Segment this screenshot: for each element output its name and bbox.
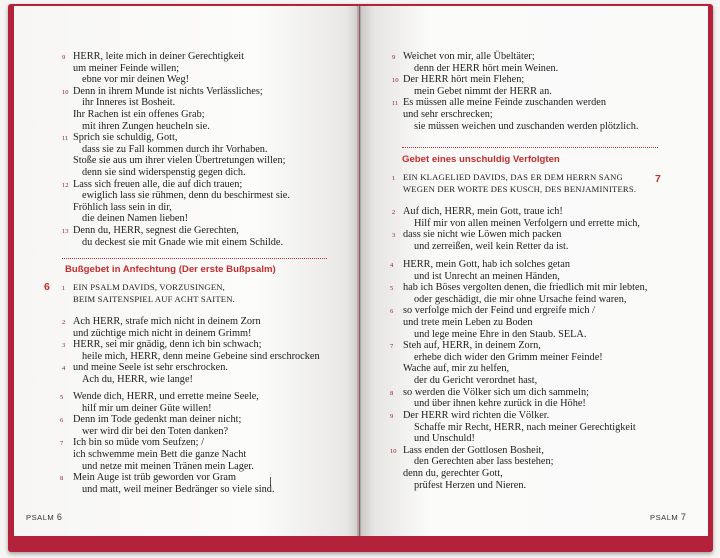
verse-number: 10 (392, 77, 399, 85)
verse-line: um meiner Feinde willen; (73, 62, 180, 74)
verse-line: du deckest sie mit Gnade wie mit einem Schilde. (82, 236, 284, 248)
verse-number: 9 (392, 54, 396, 61)
psalm-number-6: 6 (44, 281, 50, 293)
verse-number: 11 (392, 100, 399, 108)
verse-line: oder geschädigt, die mir ohne Ursache feind waren, (414, 293, 627, 305)
verse-number: 8 (60, 475, 64, 483)
verse-line: Es müssen alle meine Feinde zuschanden werden (403, 97, 607, 109)
verse-line: den Gerechten aber lass bestehen; (414, 456, 554, 468)
verse-line: Der HERR hört mein Flehen; (403, 74, 525, 86)
verse-line: dass sie nicht wie Löwen mich packen (403, 229, 562, 241)
verse-line: Lass sich freuen alle, die auf dich trauen; (73, 178, 243, 190)
verse-line: Sprich sie schuldig, Gott, (73, 132, 178, 144)
verse-line: Der HERR wird richten die Völker. (403, 410, 550, 421)
verse-line: der du Gericht verordnet hast, (414, 375, 538, 386)
verse-line: Weichet von mir, alle Übeltäter; (403, 51, 535, 62)
verse-line: Wache auf, mir zu helfen, (403, 363, 510, 375)
verse-number: 7 (60, 440, 64, 448)
verse-line: Auf dich, HERR, mein Gott, traue ich! (403, 206, 563, 217)
verse-line: ihr Inneres ist Bosheit. (82, 97, 176, 109)
verse-line: und trete mein Leben zu Boden (403, 317, 533, 328)
verse-line: ewiglich lass sie rühmen, denn du beschirmest sie. (82, 190, 290, 202)
section-heading-psalm-7: Gebet eines unschuldig Verfolgten (402, 154, 560, 165)
superscription-line: BEIM SAITENSPIEL AUF ACHT SAITEN. (73, 293, 236, 304)
verse-line: ebne vor mir deinen Weg! (82, 74, 190, 86)
section-divider-right (402, 147, 658, 148)
verse-line: hilf mir um deiner Güte willen! (82, 402, 212, 414)
verse-line: prüfest Herzen und Nieren. (414, 479, 527, 491)
verse-number: 11 (62, 135, 69, 143)
page-footer-right (650, 512, 686, 522)
verse-number: 8 (390, 389, 394, 397)
verse-line: dass sie zu Fall kommen durch ihr Vorhaben. (82, 143, 268, 155)
verse-number: 9 (390, 413, 394, 420)
verse-line: und matt, weil meiner Bedränger so viele sind. (82, 483, 275, 495)
verse-line: sie müssen weichen und zuschanden werden plötzlich. (414, 120, 639, 132)
verse-number: 2 (392, 209, 396, 216)
verse-line: mein Gebet nimmt der HERR an. (414, 85, 552, 97)
verse-line: HERR, sei mir gnädig, denn ich bin schwach; (73, 339, 262, 351)
verse-line: HERR, leite mich in deiner Gerechtigkeit (73, 51, 244, 62)
verse-line: Ach du, HERR, wie lange! (82, 374, 193, 385)
verse-number: 4 (390, 262, 394, 269)
verse-number: 1 (62, 285, 66, 292)
verse-line: heile mich, HERR, denn meine Gebeine sind erschrocken (82, 350, 320, 362)
verse-line: und ist Unrecht an meinen Händen, (414, 270, 560, 282)
verse-number: 12 (62, 181, 69, 189)
footer-label: PSALM (26, 513, 55, 522)
footer-page-number: 6 (56, 512, 63, 522)
verse-number: 3 (62, 342, 66, 350)
verse-line: Schaffe mir Recht, HERR, nach meiner Gerechtigkeit (414, 421, 636, 433)
verse-line: mit ihren Zungen heucheln sie. (82, 120, 210, 132)
verse-number: 1 (392, 175, 396, 182)
superscription-line: WEGEN DER WORTE DES KUSCH, DES BENJAMINITERS. (403, 183, 637, 194)
verse-line: Ich bin so müde vom Seufzen; / (73, 437, 204, 449)
verse-line: Denn du, HERR, segnest die Gerechten, (73, 225, 239, 236)
verse-line: und sehr erschrecken; (403, 109, 493, 120)
verse-line: und zerreißen, weil kein Retter da ist. (414, 240, 569, 252)
verse-line: und meine Seele ist sehr erschrocken. (73, 362, 228, 374)
verse-number: 13 (62, 228, 69, 235)
verse-line: denn sie sind widerspenstig gegen dich. (82, 167, 246, 178)
verse-line: die deinen Namen lieben! (82, 213, 189, 225)
verse-line: Steh auf, HERR, in deinem Zorn, (403, 340, 541, 352)
page-footer-left (26, 512, 62, 522)
verse-number: 7 (390, 343, 394, 351)
verse-line: Mein Auge ist trüb geworden vor Gram (73, 472, 237, 484)
psalm-number-7: 7 (655, 173, 661, 185)
verse-line: Denn im Tode gedenkt man deiner nicht; (73, 414, 242, 426)
verse-line: so verfolge mich der Feind und ergreife mich / (403, 305, 595, 317)
verse-number: 5 (60, 394, 64, 401)
verse-line: und über ihnen kehre zurück in die Höhe! (414, 398, 586, 410)
verse-line: und lege meine Ehre in den Staub. SELA. (414, 328, 587, 340)
verse-line: HERR, mein Gott, hab ich solches getan (403, 259, 571, 270)
verse-line: Ach HERR, strafe mich nicht in deinem Zorn (73, 316, 261, 327)
superscription-line: EIN KLAGELIED DAVIDS, DAS ER DEM HERRN SANG (403, 172, 623, 182)
verse-number: 6 (390, 308, 394, 316)
verse-line: Lass enden der Gottlosen Bosheit, (403, 444, 544, 456)
section-divider-left (62, 258, 327, 259)
verse-line: und Unschuld! (414, 433, 475, 445)
verse-number: 2 (62, 319, 66, 326)
section-heading-psalm-6: Bußgebet in Anfechtung (Der erste Bußpsalm) (65, 264, 276, 275)
verse-number: 5 (390, 285, 394, 293)
footer-label: PSALM (650, 513, 679, 522)
verse-line: denn der HERR hört mein Weinen. (414, 62, 559, 74)
verse-line: wer wird dir bei den Toten danken? (82, 425, 229, 437)
verse-line: Fröhlich lass sein in dir, (73, 201, 172, 213)
verse-line: und netze mit meinen Tränen mein Lager. (82, 460, 254, 472)
verse-line: ich schwemme mein Bett die ganze Nacht (73, 449, 247, 460)
verse-number: 10 (390, 447, 397, 455)
verse-number: 4 (62, 365, 66, 373)
verse-number: 9 (62, 54, 66, 61)
verse-line: hab ich Böses vergolten denen, die friedlich mit mir lebten, (403, 282, 648, 294)
verse-number: 6 (60, 417, 64, 425)
verse-number: 10 (62, 88, 69, 96)
verse-line: denn du, gerechter Gott, (403, 468, 503, 479)
verse-line: Stoße sie aus um ihrer vielen Übertretungen willen; (73, 155, 286, 167)
verse-line: so werden die Völker sich um dich sammeln; (403, 386, 589, 398)
verse-line: Hilf mir von allen meinen Verfolgern und errette mich, (414, 217, 640, 229)
book-spine (357, 6, 361, 536)
verse-line: erhebe dich wider den Grimm meiner Feinde! (414, 351, 603, 363)
footer-page-number: 7 (680, 512, 687, 522)
verse-line: Ihr Rachen ist ein offenes Grab; (73, 109, 205, 120)
verse-line: Wende dich, HERR, und errette meine Seele, (73, 391, 259, 402)
verse-number: 3 (392, 232, 396, 240)
verse-line: und züchtige mich nicht in deinem Grimm! (73, 327, 252, 339)
verse-line: Denn in ihrem Munde ist nichts Verlässliches; (73, 85, 263, 97)
superscription-line: EIN PSALM DAVIDS, VORZUSINGEN, (73, 282, 226, 292)
